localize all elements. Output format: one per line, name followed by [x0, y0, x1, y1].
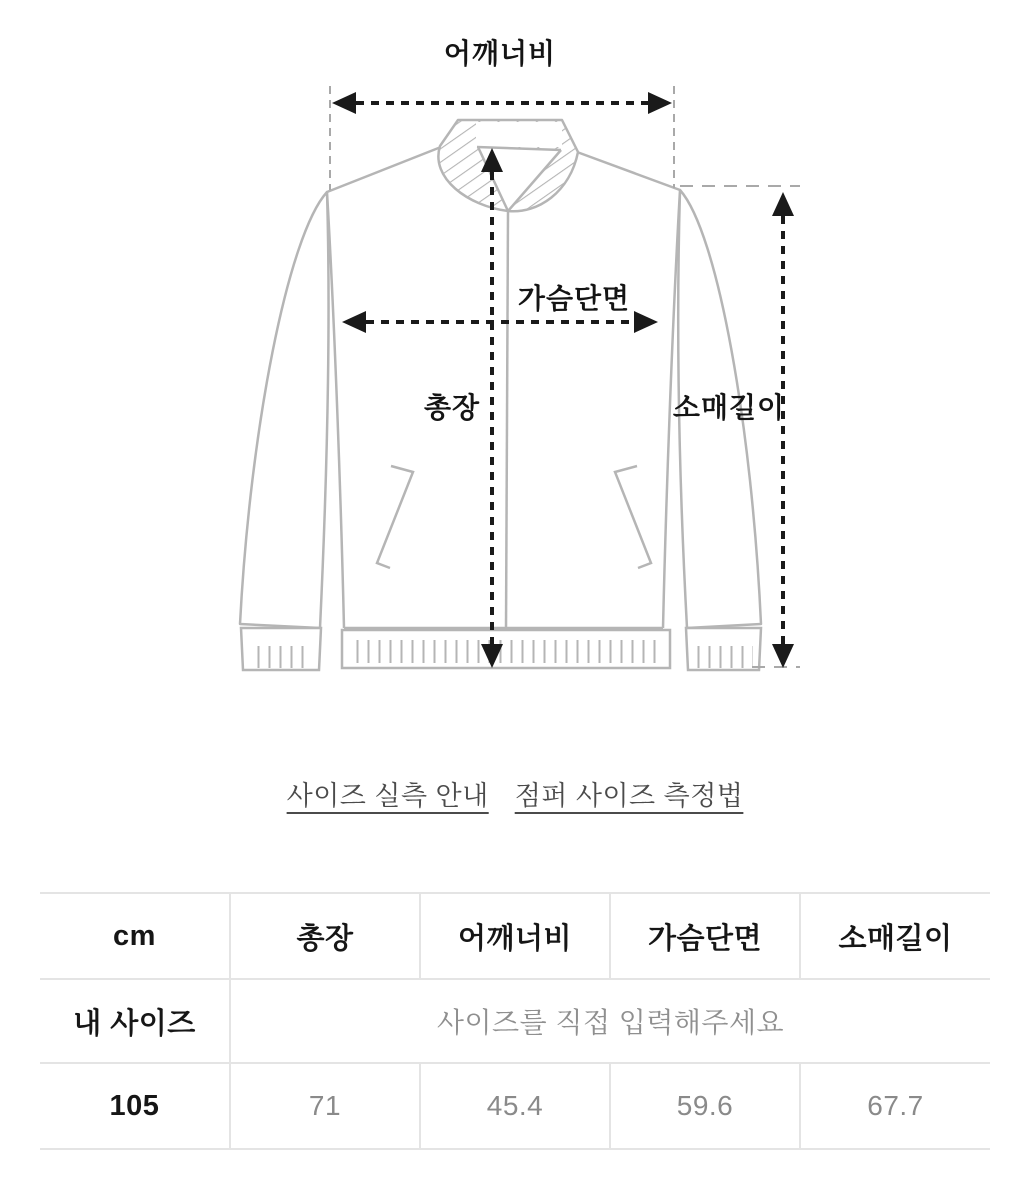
- chest-width-label: 가슴단면: [517, 283, 631, 314]
- collar-back-panel: [476, 122, 562, 147]
- my-size-placeholder[interactable]: 사이즈를 직접 입력해주세요: [436, 1007, 785, 1038]
- sleeve-arrowhead-top: [772, 192, 794, 216]
- col-header-cm: cm: [40, 893, 230, 979]
- col-header-total-length: 총장: [230, 893, 420, 979]
- jumper-size-method-link[interactable]: 점퍼 사이즈 측정법: [514, 781, 744, 811]
- value-sleeve-length: 67.7: [800, 1063, 990, 1149]
- size-table: [40, 892, 990, 1150]
- guide-links-row: [0, 774, 1030, 813]
- hem-ribs: [348, 640, 664, 663]
- size-name-cell: 105: [40, 1063, 230, 1149]
- value-total-length: 71: [230, 1063, 420, 1149]
- my-size-label-cell: 내 사이즈: [40, 979, 230, 1063]
- left-cuff-ribs: [250, 646, 312, 668]
- value-shoulder-width: 45.4: [420, 1063, 610, 1149]
- size-table-header-row: [40, 893, 990, 979]
- size-measure-guide-link[interactable]: 사이즈 실측 안내: [286, 781, 489, 811]
- col-header-chest-width: 가슴단면: [610, 893, 800, 979]
- shoulder-arrowhead-right: [648, 92, 672, 114]
- right-cuff-ribs: [695, 646, 753, 668]
- shoulder-arrowhead-left: [332, 92, 356, 114]
- sleeve-arrowhead-bottom: [772, 644, 794, 668]
- shoulder-width-label: 어깨너비: [443, 38, 557, 69]
- total-length-label: 총장: [423, 392, 481, 423]
- col-header-sleeve-length: 소매길이: [800, 893, 990, 979]
- size-row-105: [40, 1063, 990, 1149]
- sleeve-length-label: 소매길이: [672, 392, 786, 423]
- left-sleeve: [240, 192, 329, 628]
- value-chest-width: 59.6: [610, 1063, 800, 1149]
- my-size-input-cell[interactable]: [230, 979, 990, 1063]
- col-header-shoulder-width: 어깨너비: [420, 893, 610, 979]
- my-size-row: [40, 979, 990, 1063]
